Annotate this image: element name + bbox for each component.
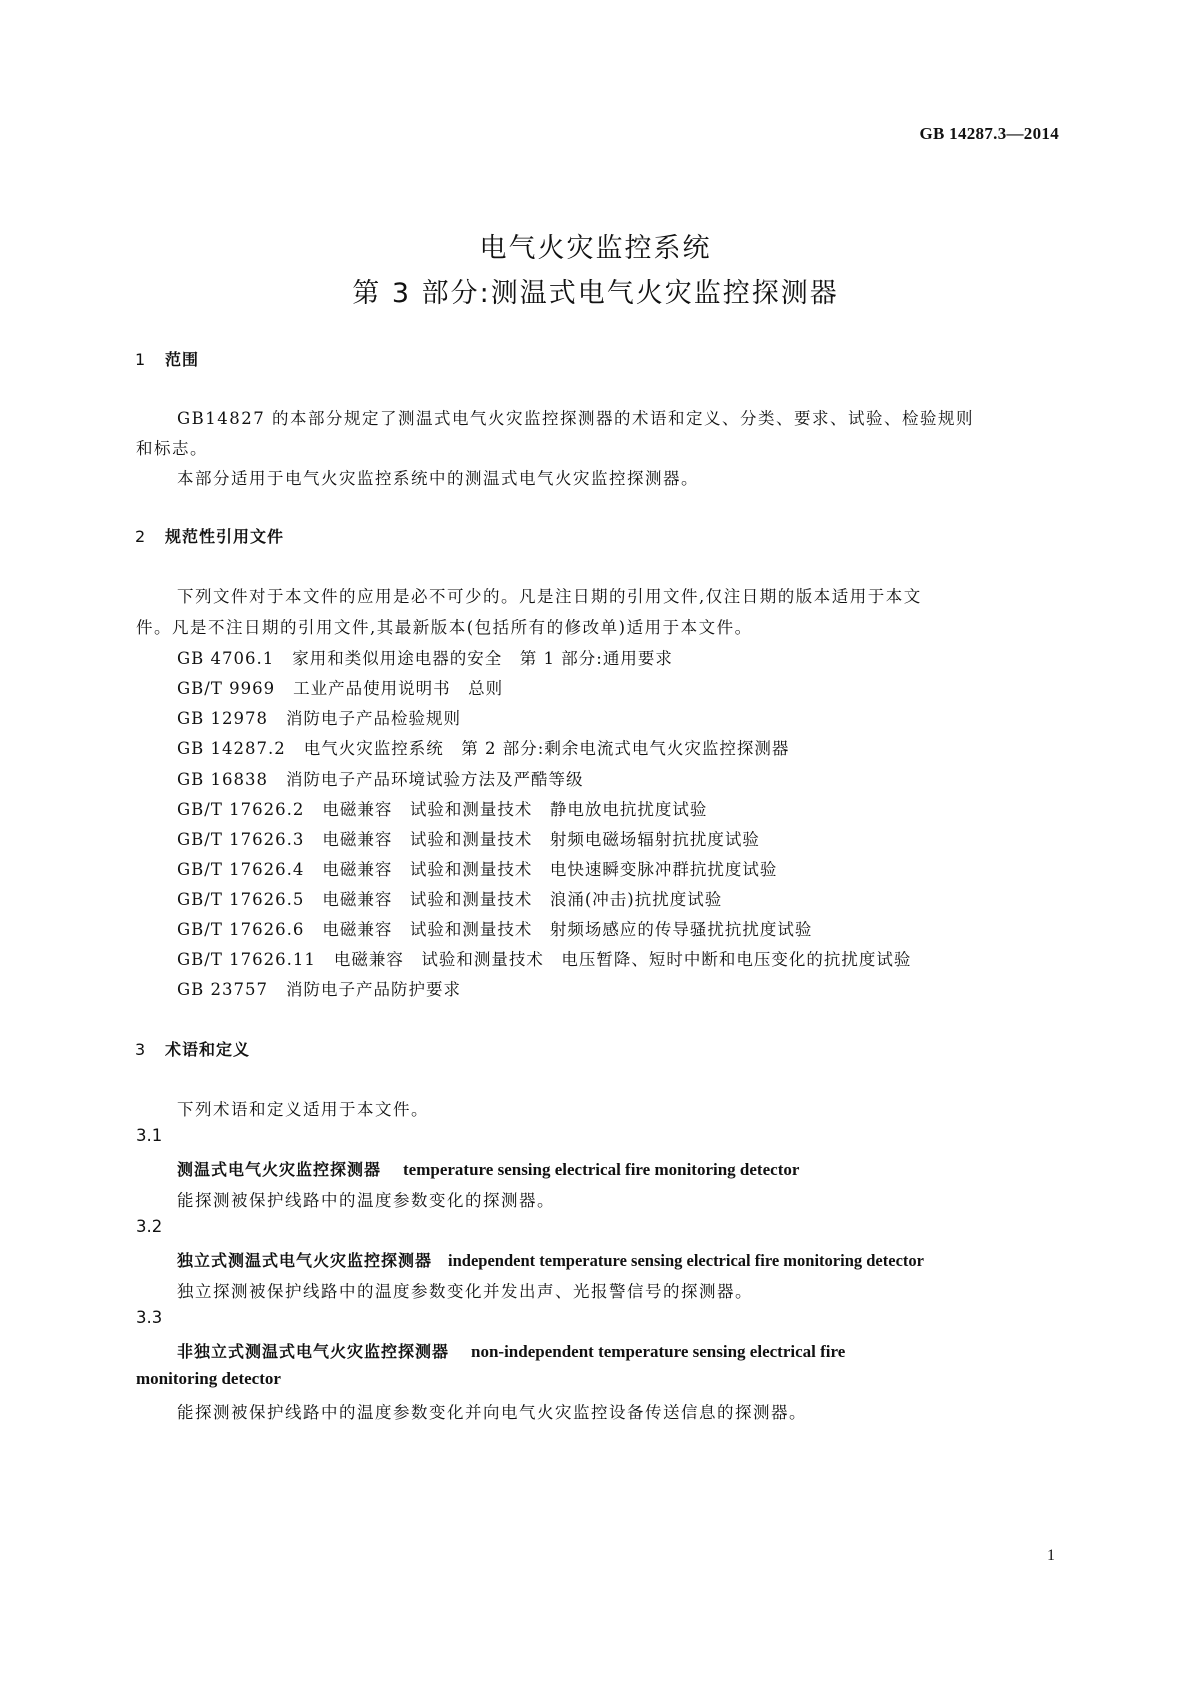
reference-title: 工业产品使用说明书 总则	[293, 679, 504, 698]
section-1-paragraph-line1: GB14827 的本部分规定了测温式电气火灾监控探测器的术语和定义、分类、要求、试验、检验规则	[177, 409, 975, 428]
reference-item	[177, 735, 789, 759]
reference-title: 电磁兼容 试验和测量技术 射频电磁场辐射抗扰度试验	[322, 830, 760, 849]
section-2-heading	[135, 524, 284, 547]
page-number: 1	[1047, 1547, 1055, 1564]
reference-code: GB/T 17626.4	[177, 860, 305, 879]
section-1-number: 1	[135, 350, 147, 369]
reference-code: GB 14287.2	[177, 739, 286, 758]
term-definition: 能探测被保护线路中的温度参数变化的探测器。	[177, 1191, 555, 1210]
reference-item	[177, 796, 707, 820]
reference-code: GB 23757	[177, 980, 269, 999]
reference-title: 消防电子产品防护要求	[286, 980, 462, 999]
term-chinese: 独立式测温式电气火灾监控探测器	[177, 1251, 433, 1270]
section-2-number: 2	[135, 527, 147, 546]
reference-code: GB/T 17626.2	[177, 800, 305, 819]
reference-code: GB/T 17626.5	[177, 890, 305, 909]
document-title-line1: 电气火灾监控系统	[479, 233, 712, 264]
reference-code: GB/T 17626.6	[177, 920, 305, 939]
clause-number: 3.2	[136, 1217, 163, 1236]
term-definition: 能探测被保护线路中的温度参数变化并向电气火灾监控设备传送信息的探测器。	[177, 1403, 807, 1422]
reference-item	[177, 886, 722, 910]
reference-item	[177, 766, 584, 790]
reference-item	[177, 916, 812, 940]
section-1-paragraph-2: 本部分适用于电气火灾监控系统中的测温式电气火灾监控探测器。	[177, 469, 699, 488]
term-english: temperature sensing electrical fire monitoring detector	[403, 1160, 800, 1179]
clause-number: 3.3	[136, 1308, 163, 1327]
term-chinese: 测温式电气火灾监控探测器	[177, 1160, 382, 1179]
section-3-number: 3	[135, 1040, 147, 1059]
standard-number: GB 14287.3—2014	[919, 124, 1059, 143]
term-heading	[177, 1157, 799, 1180]
section-3-heading	[135, 1037, 250, 1060]
term-english-continued: monitoring detector	[136, 1369, 281, 1388]
term-heading	[177, 1339, 845, 1362]
reference-title: 电磁兼容 试验和测量技术 射频场感应的传导骚扰抗扰度试验	[322, 920, 813, 939]
term-english: non-independent temperature sensing electrical fire	[471, 1342, 846, 1361]
section-2-title: 规范性引用文件	[165, 527, 285, 546]
term-chinese: 非独立式测温式电气火灾监控探测器	[177, 1342, 450, 1361]
reference-title: 消防电子产品检验规则	[286, 709, 462, 728]
reference-title: 消防电子产品环境试验方法及严酷等级	[286, 770, 584, 789]
reference-code: GB 4706.1	[177, 649, 275, 668]
term-heading-continued	[136, 1369, 281, 1389]
section-1-heading	[135, 347, 199, 370]
reference-code: GB 16838	[177, 770, 269, 789]
reference-code: GB/T 17626.11	[177, 950, 316, 969]
reference-title: 电磁兼容 试验和测量技术 电快速瞬变脉冲群抗扰度试验	[322, 860, 778, 879]
section-2-intro-line1: 下列文件对于本文件的应用是必不可少的。凡是注日期的引用文件,仅注日期的版本适用于本文	[177, 587, 922, 606]
section-2-intro-line2: 件。凡是不注日期的引用文件,其最新版本(包括所有的修改单)适用于本文件。	[136, 618, 753, 637]
clause-number: 3.1	[136, 1126, 163, 1145]
reference-item	[177, 976, 461, 1000]
term-heading	[177, 1248, 924, 1271]
term-english: independent temperature sensing electrical fire monitoring detector	[448, 1251, 924, 1270]
term-definition: 独立探测被保护线路中的温度参数变化并发出声、光报警信号的探测器。	[177, 1282, 753, 1301]
reference-title: 电磁兼容 试验和测量技术 静电放电抗扰度试验	[322, 800, 708, 819]
reference-title: 家用和类似用途电器的安全 第 1 部分:通用要求	[292, 649, 673, 668]
reference-item	[177, 946, 911, 970]
reference-title: 电磁兼容 试验和测量技术 电压暂降、短时中断和电压变化的抗扰度试验	[333, 950, 912, 969]
section-1-title: 范围	[165, 350, 200, 369]
reference-item	[177, 705, 461, 729]
section-1-paragraph-line2: 和标志。	[136, 439, 208, 458]
reference-item	[177, 645, 673, 669]
document-title-line2: 第 3 部分:测温式电气火灾监控探测器	[352, 278, 839, 309]
reference-code: GB 12978	[177, 709, 269, 728]
reference-code: GB/T 9969	[177, 679, 276, 698]
reference-title: 电气火灾监控系统 第 2 部分:剩余电流式电气火灾监控探测器	[303, 739, 790, 758]
reference-item	[177, 856, 777, 880]
reference-item	[177, 826, 760, 850]
section-3-intro: 下列术语和定义适用于本文件。	[177, 1100, 429, 1119]
reference-title: 电磁兼容 试验和测量技术 浪涌(冲击)抗扰度试验	[322, 890, 723, 909]
reference-code: GB/T 17626.3	[177, 830, 305, 849]
reference-item	[177, 675, 503, 699]
section-3-title: 术语和定义	[165, 1040, 251, 1059]
